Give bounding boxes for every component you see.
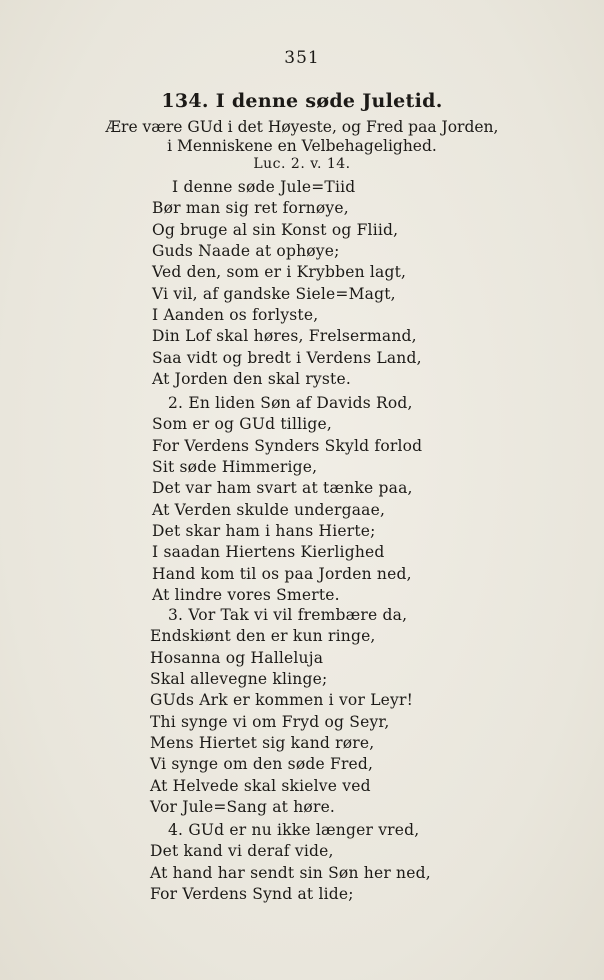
verse-1-line: Saa vidt og bredt i Verdens Land, [152,348,422,367]
verse-2-line: Hand kom til os paa Jorden ned, [152,564,412,583]
verse-1-line: Guds Naade at ophøye; [152,242,340,261]
verse-4-line: At hand har sendt sin Søn her ned, [150,863,431,882]
verse-3-line: At Helvede skal skielve ved [150,776,371,795]
verse-2-line: Det var ham svart at tænke paa, [152,479,413,498]
verse-3-line: Vi synge om den søde Fred, [150,755,374,774]
verse-1-line: Og bruge al sin Konst og Fliid, [152,220,399,239]
verse-2-line: Det skar ham i hans Hierte; [152,522,376,541]
epigraph-reference: Luc. 2. v. 14. [253,156,351,172]
verse-1-line: I denne søde Jule=Tiid [172,178,356,196]
verse-1-line: At Jorden den skal ryste. [152,370,351,389]
epigraph-line: Ære være GUd i det Høyeste, og Fred paa Jorden, [105,118,499,136]
verse-3-line: Vor Jule=Sang at høre. [150,798,336,817]
verse-2-line: I saadan Hiertens Kierlighed [152,543,385,562]
verse-2-line: Som er og GUd tillige, [152,415,333,434]
page-number: 351 [284,48,320,68]
verse-3-line: Mens Hiertet sig kand røre, [150,734,375,753]
verse-4-line: 4. GUd er nu ikke længer vred, [168,821,420,839]
verse-1-line: Ved den, som er i Krybben lagt, [152,263,407,282]
verse-4-line: Det kand vi deraf vide, [150,842,334,861]
verse-2-line: At lindre vores Smerte. [152,586,340,605]
verse-3-line: Thi synge vi om Fryd og Seyr, [150,712,390,731]
verse-3-line: Hosanna og Halleluja [150,648,324,667]
verse-2-line: For Verdens Synders Skyld forlod [152,436,423,455]
verse-2-line: Sit søde Himmerige, [152,458,318,477]
verse-1-line: Din Lof skal høres, Frelsermand, [152,327,417,346]
verse-1-line: Vi vil, af gandske Siele=Magt, [152,284,396,303]
verse-1-line: I Aanden os forlyste, [152,306,319,325]
verse-3-line: 3. Vor Tak vi vil frembære da, [168,606,408,624]
verse-2-line: 2. En liden Søn af Davids Rod, [168,394,413,412]
verse-3-line: Skal allevegne klinge; [150,670,328,689]
hymn-title: 134. I denne søde Juletid. [161,90,443,112]
epigraph-line: i Menniskene en Velbehagelighed. [167,137,437,155]
verse-1-line: Bør man sig ret fornøye, [152,199,349,218]
verse-3-line: GUds Ark er kommen i vor Leyr! [150,691,414,710]
verse-2-line: At Verden skulde undergaae, [152,500,386,519]
verse-3-line: Endskiønt den er kun ringe, [150,627,376,646]
verse-4-line: For Verdens Synd at lide; [150,885,354,904]
